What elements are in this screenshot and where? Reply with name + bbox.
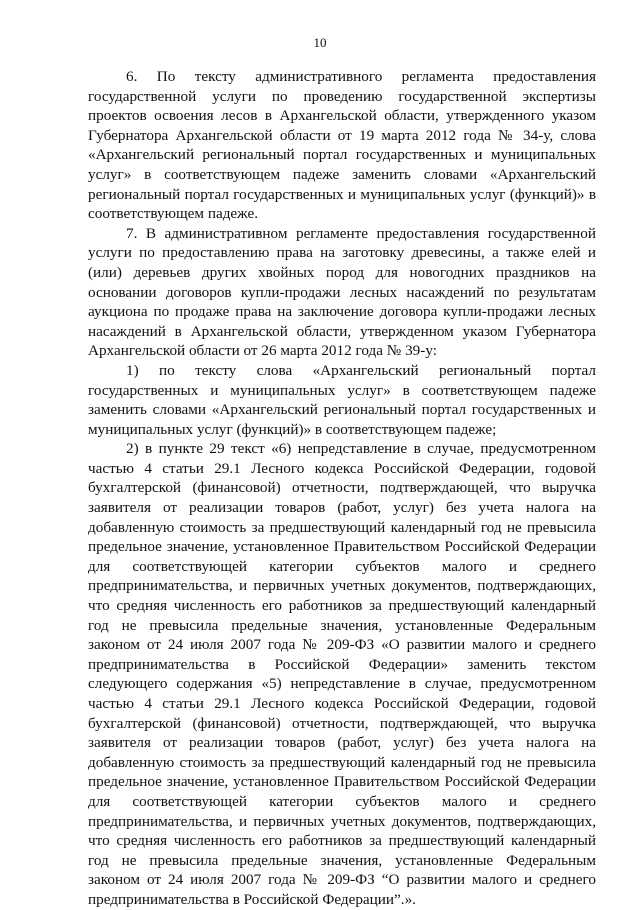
document-body [88, 67, 596, 910]
paragraph-item-6: 6. По тексту административного регламента предоставления государственной услуги по проведению государственной экспертизы проектов освоения лесов в Архангельской области, утвержденного указом Губернатора Архангельской области от 19 марта 2012 года № 34-у, слова «Архангельский региональный портал государственных и муниципальных услуг» в соответствующем падеже заменить словами «Архангельский региональный портал государственных и муниципальных услуг (функций)» в соответствующем падеже. [88, 68, 596, 223]
paragraph-subitem-1: 1) по тексту слова «Архангельский региональный портал государственных и муниципальных услуг» в соответствующем падеже заменить словами «Архангельский региональный портал государственных и муниципальных услуг (функций)» в соответствующем падеже; [88, 361, 596, 438]
paragraph-subitem-2: 2) в пункте 29 текст «6) непредставление в случае, предусмотренном частью 4 статьи 29.1 Лесного кодекса Российской Федерации, годовой бухгалтерской (финансовой) отчетности, подтверждающей, что выручка заявителя от реализации товаров (работ, услуг) без учета налога на добавленную стоимость за предшествующий календарный год не превысила предельное значение, установленное Правительством Российской Федерации для соответствующей категории субъектов малого и среднего предпринимательства, и первичных учетных документов, подтверждающих, что средняя численность его работников за предшествующий календарный год не превысила предельные значения, установленные Федеральным законом от 24 июля 2007 года № 209-ФЗ «О развитии малого и среднего предпринимательства в Российской Федерации» заменить текстом следующего содержания «5) непредставление в случае, предусмотренном частью 4 статьи 29.1 Лесного кодекса Российской Федерации, годовой бухгалтерской (финансовой) отчетности, подтверждающей, что выручка заявителя от реализации товаров (работ, услуг) без учета налога на добавленную стоимость за предшествующий календарный год не превысила предельное значение, установленное Правительством Российской Федерации для соответствующей категории субъектов малого и среднего предпринимательства, и первичных учетных документов, подтверждающих, что средняя численность его работников за предшествующий календарный год не превысила предельные значения, установленные Федеральным законом от 24 июля 2007 года № 209-ФЗ “О развитии малого и среднего предпринимательства в Российской Федерации”.». [88, 440, 596, 908]
paragraph-item-7: 7. В административном регламенте предоставления государственной услуги по предоставлению права на заготовку древесины, а также елей и (или) деревьев других хвойных пород для новогодних праздников на основании договоров купли-продажи лесных насаждений по результатам аукциона по продаже права на заключение договора купли-продажи лесных насаждений в Архангельской области, утвержденном указом Губернатора Архангельской области от 26 марта 2012 года № 39-у: [88, 224, 596, 360]
page-number: 10 [313, 35, 327, 50]
